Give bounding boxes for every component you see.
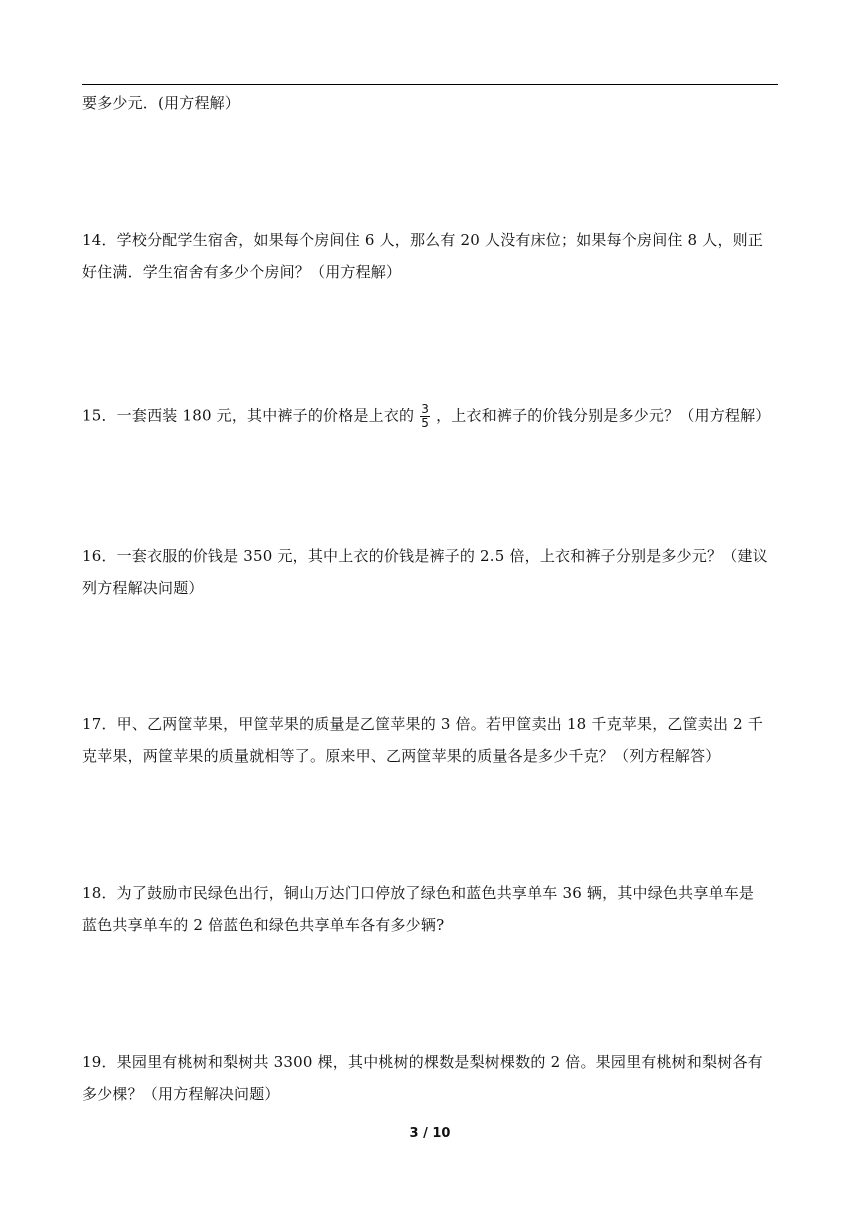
question-13-continuation: 要多少元．(用方程解） [82, 94, 241, 112]
question-14-line-2: 好住满．学生宿舍有多少个房间？（用方程解） [82, 263, 402, 281]
question-14-line-1: 14．学校分配学生宿舍，如果每个房间住 6 人，那么有 20 人没有床位；如果每个房间住 8 人，则正 [82, 231, 764, 249]
question-16-line-2: 列方程解决问题） [82, 579, 204, 597]
question-19-line-2: 多少棵？（用方程解决问题） [82, 1085, 280, 1103]
question-15 [82, 403, 771, 430]
question-17-line-1: 17．甲、乙两筐苹果，甲筐苹果的质量是乙筐苹果的 3 倍。若甲筐卖出 18 千克苹果，乙筐卖出 2 千 [82, 715, 764, 733]
question-15-text-after: ，上衣和裤子的价钱分别是多少元？（用方程解） [436, 406, 771, 425]
fraction [420, 403, 430, 430]
question-17-line-2: 克苹果，两筐苹果的质量就相等了。原来甲、乙两筐苹果的质量各是多少千克？（列方程解答） [82, 747, 721, 765]
question-18-line-1: 18．为了鼓励市民绿色出行，铜山万达门口停放了绿色和蓝色共享单车 36 辆，其中绿色共享单车是 [82, 884, 755, 902]
question-15-text-before: 15．一套西装 180 元，其中裤子的价格是上衣的 [82, 406, 415, 425]
header-rule [82, 84, 778, 85]
page-number: 3 / 10 [409, 1126, 451, 1141]
question-16-line-1: 16．一套衣服的价钱是 350 元，其中上衣的价钱是裤子的 2.5 倍，上衣和裤子分别是多少元？（建议 [82, 547, 768, 565]
question-19-line-1: 19．果园里有桃树和梨树共 3300 棵，其中桃树的棵数是梨树棵数的 2 倍。果园里有桃树和梨树各有 [82, 1053, 763, 1071]
fraction-denominator: 5 [421, 416, 430, 430]
question-18-line-2: 蓝色共享单车的 2 倍蓝色和绿色共享单车各有多少辆? [82, 916, 445, 934]
fraction-numerator: 3 [421, 402, 430, 416]
